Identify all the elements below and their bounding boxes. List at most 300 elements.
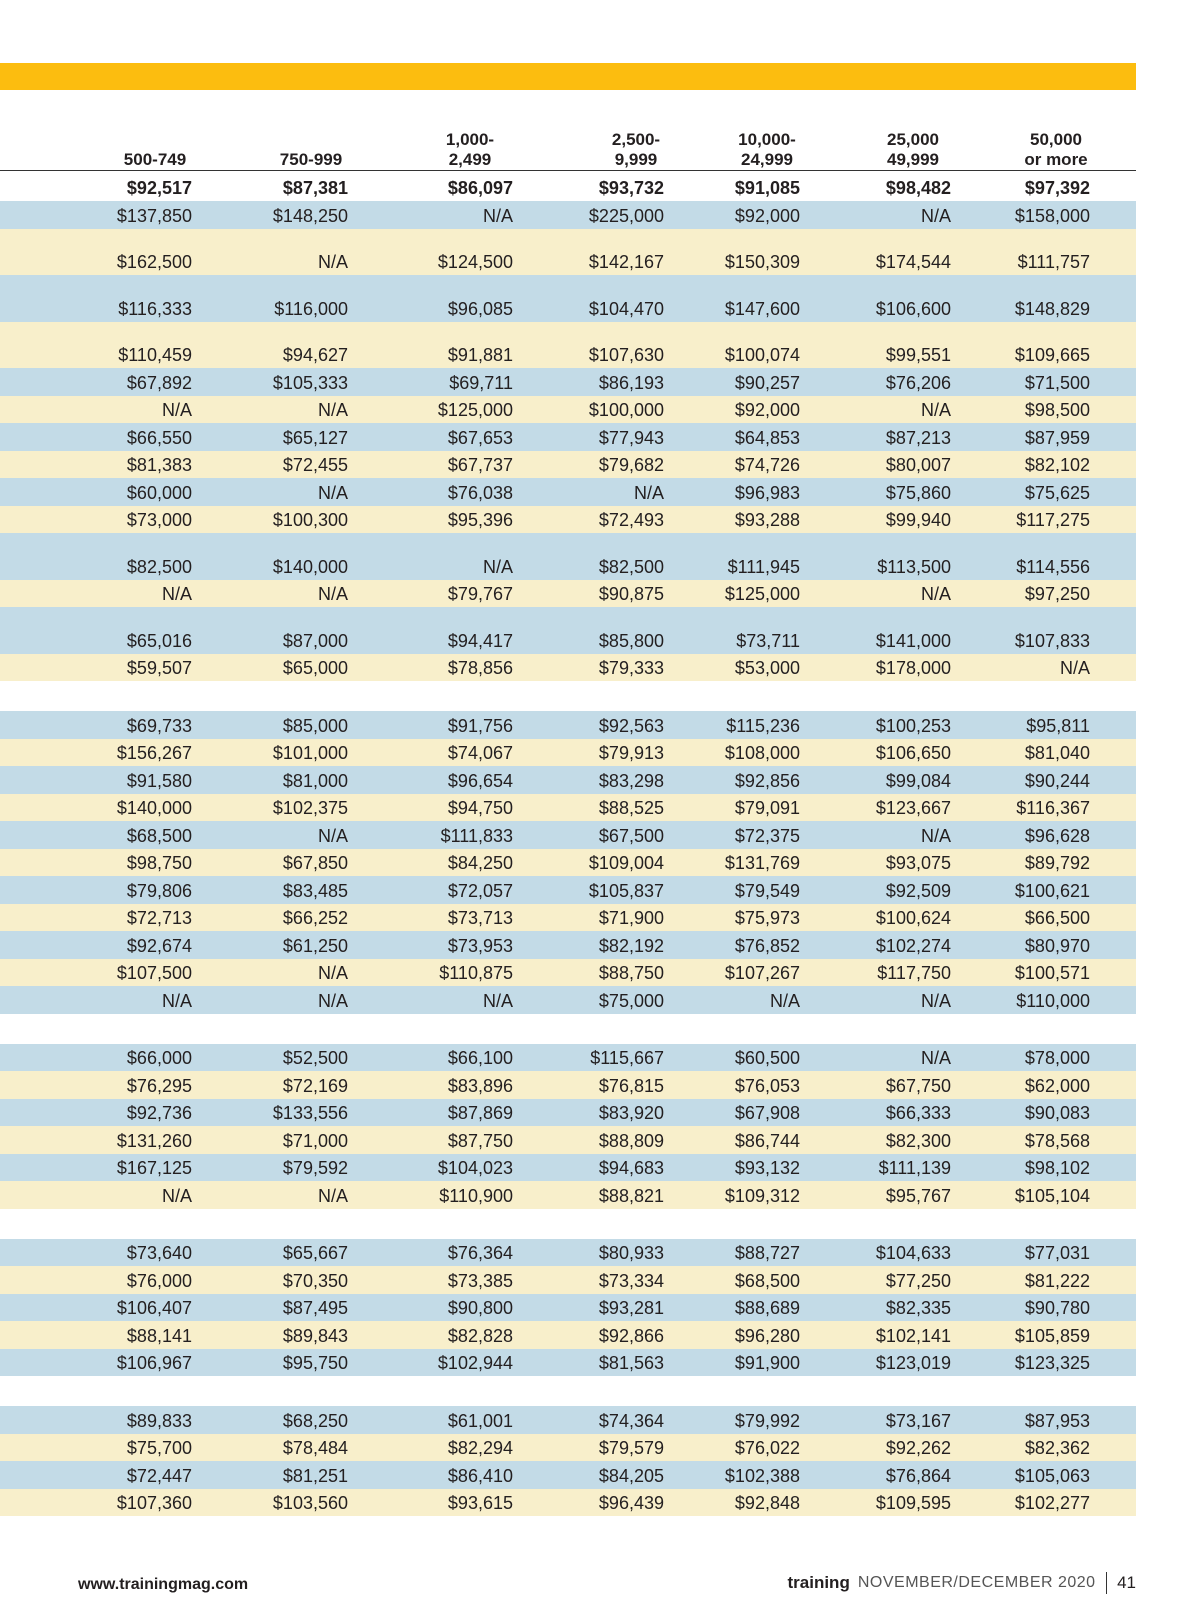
table-cell: $91,580 [126,770,192,791]
table-cell: $150,309 [724,252,800,272]
table-cell: $61,001 [447,1410,513,1431]
table-cell: $111,139 [878,1158,951,1178]
table-cell: $69,733 [126,715,192,736]
table-cell: $73,711 [736,630,800,651]
table-cell: $75,000 [598,990,664,1011]
table-cell: N/A [161,400,192,420]
table-cell: $62,000 [1024,1075,1090,1096]
footer-issue-info [788,1572,1137,1594]
table-cell: $92,736 [126,1103,192,1123]
table-row [0,451,1136,479]
column-header-line1: 10,000- [738,130,796,149]
table-cell: $73,000 [126,510,192,530]
table-cell: $66,550 [126,427,192,448]
table-cell: $98,750 [126,853,192,873]
table-cell: $72,493 [598,510,664,530]
table-cell: $101,000 [272,743,348,763]
table-cell: $67,500 [598,825,664,846]
column-header [697,128,837,170]
table-cell: $90,257 [734,372,800,393]
table-cell: $73,334 [598,1270,664,1291]
table-cell: N/A [161,584,192,604]
table-cell: $67,850 [282,853,348,873]
table-row [0,1406,1136,1434]
table-cell: $66,100 [447,1048,513,1068]
table-cell: $91,881 [447,345,513,365]
table-row [0,654,1136,682]
table-cell: $81,563 [598,1353,664,1373]
table-cell: $107,360 [116,1493,192,1513]
table-cell: $96,439 [598,1493,664,1513]
table-cell: $97,392 [1024,178,1090,198]
table-cell: $92,000 [734,205,800,226]
table-row [0,849,1136,877]
table-cell: $76,053 [734,1075,800,1096]
table-cell: N/A [633,482,664,503]
table-cell: $86,193 [598,372,664,393]
table-cell: $92,856 [734,770,800,791]
column-header-line2: 9,999 [614,150,658,169]
table-cell: $80,970 [1024,935,1090,956]
table-row [0,322,1136,369]
table-cell: $108,000 [724,743,800,763]
table-cell: $76,864 [885,1465,951,1486]
column-header-line2: or more [1024,150,1088,169]
table-cell: $82,102 [1024,455,1090,475]
table-cell: $102,388 [724,1465,800,1486]
table-cell: $79,333 [598,658,664,678]
table-cell: $71,500 [1024,372,1090,393]
table-cell: $115,236 [726,715,800,736]
table-cell: $140,000 [272,556,348,577]
table-cell: $94,417 [447,630,513,651]
column-header-line1: 50,000 [1030,130,1082,149]
table-cell: N/A [161,990,192,1011]
table-cell: $72,057 [447,880,513,901]
table-cell: $123,667 [875,798,951,818]
table-cell: $66,333 [885,1103,951,1123]
table-cell: $60,000 [126,482,192,503]
column-header-line1: 2,500- [611,130,661,149]
table-row [0,1154,1136,1182]
table-cell: N/A [482,556,513,577]
table-row [0,1294,1136,1322]
table-cell: $66,500 [1024,908,1090,928]
table-cell: $99,551 [885,345,951,365]
column-header-line2: 500-749 [123,150,187,169]
table-row [0,1461,1136,1489]
table-cell: $100,253 [875,715,951,736]
table-cell: $65,000 [282,658,348,678]
table-cell: $82,828 [447,1325,513,1346]
column-header-line2: 750-999 [279,150,343,169]
section-gap [0,1014,1136,1044]
table-cell: N/A [161,1185,192,1206]
table-row [0,711,1136,739]
table-cell: $65,667 [282,1243,348,1263]
table-cell: $92,000 [734,400,800,420]
table-cell: $93,732 [598,178,664,198]
table-cell: $75,973 [734,908,800,928]
table-cell: $91,085 [734,178,800,198]
table-cell: $105,333 [272,372,348,393]
table-cell: N/A [482,990,513,1011]
table-cell: $93,288 [734,510,800,530]
table-cell: $109,312 [724,1185,800,1206]
table-cell: $88,727 [734,1243,800,1263]
table-cell: $102,375 [272,798,348,818]
table-cell: $72,455 [282,455,348,475]
table-cell: $80,007 [885,455,951,475]
table-cell: $76,852 [734,935,800,956]
table-cell: $74,726 [734,455,800,475]
table-cell: N/A [920,205,951,226]
table-cell: $105,837 [588,880,664,901]
table-row [0,533,1136,580]
table-cell: $125,000 [724,584,800,604]
table-cell: $92,674 [126,935,192,956]
table-cell: $67,737 [447,455,513,475]
table-cell: $81,383 [126,455,192,475]
table-cell: $76,206 [885,372,951,393]
table-cell: $156,267 [116,743,192,763]
table-cell: $123,019 [875,1353,951,1373]
table-cell: $84,205 [598,1465,664,1486]
table-row [0,1266,1136,1294]
table-cell: $90,244 [1024,770,1090,791]
table-cell: $106,967 [116,1353,192,1373]
column-header-line1: 25,000 [887,130,939,149]
table-cell: $74,067 [447,743,513,763]
table-cell: $104,023 [437,1158,513,1178]
table-cell: $87,000 [282,630,348,651]
table-cell: $111,833 [440,825,513,846]
table-cell: $89,843 [282,1325,348,1346]
table-cell: $53,000 [734,658,800,678]
table-cell: N/A [920,825,951,846]
table-cell: $76,364 [447,1243,513,1263]
table-cell: $109,595 [875,1493,951,1513]
table-cell: $92,262 [885,1438,951,1458]
table-cell: $81,040 [1024,743,1090,763]
table-cell: $141,000 [875,630,951,651]
table-cell: $65,016 [126,630,192,651]
table-cell: $65,127 [282,427,348,448]
column-header-line2: 24,999 [741,150,793,169]
table-cell: $102,944 [437,1353,513,1373]
table-cell: $162,500 [116,252,192,272]
table-cell: $67,653 [447,427,513,448]
table-cell: $66,252 [282,908,348,928]
column-header [843,128,983,170]
table-cell: $79,579 [598,1438,664,1458]
table-cell: $73,953 [447,935,513,956]
table-row [0,229,1136,276]
table-cell: N/A [317,963,348,983]
table-cell: $78,000 [1024,1048,1090,1068]
table-cell: N/A [920,584,951,604]
table-cell: $99,940 [885,510,951,530]
table-cell: $73,713 [447,908,513,928]
table-cell: $66,000 [126,1048,192,1068]
table-row [0,1181,1136,1209]
table-cell: N/A [317,400,348,420]
table-cell: $88,141 [126,1325,192,1346]
table-cell: $67,750 [885,1075,951,1096]
footer-divider [1106,1572,1108,1594]
table-cell: $117,275 [1016,510,1090,530]
table-cell: $147,600 [724,298,800,319]
table-cell: $93,132 [734,1158,800,1178]
table-cell: $109,665 [1014,345,1090,365]
table-cell: $73,167 [885,1410,951,1431]
table-cell: $87,213 [885,427,951,448]
table-cell: $110,875 [439,963,513,983]
table-cell: $82,500 [598,556,664,577]
column-header-line2: 49,999 [887,150,939,169]
table-row [0,1239,1136,1267]
table-cell: $167,125 [116,1158,192,1178]
table-cell: $92,563 [598,715,664,736]
table-cell: N/A [920,1048,951,1068]
table-cell: $88,525 [598,798,664,818]
table-cell: $110,900 [439,1185,513,1206]
table-row [0,1071,1136,1099]
table-cell: $137,850 [116,205,192,226]
table-cell: $95,396 [447,510,513,530]
table-cell: $100,624 [875,908,951,928]
table-cell: $96,280 [734,1325,800,1346]
table-cell: $98,482 [885,178,951,198]
table-row [0,1434,1136,1462]
table-cell: N/A [317,584,348,604]
table-cell: $79,992 [734,1410,800,1431]
table-cell: N/A [317,1185,348,1206]
table-cell: $96,628 [1024,825,1090,846]
table-cell: $83,896 [447,1075,513,1096]
table-cell: $107,630 [588,345,664,365]
table-cell: N/A [317,482,348,503]
table-cell: $87,495 [282,1298,348,1318]
table-cell: $76,295 [126,1075,192,1096]
table-row [0,396,1136,424]
table-cell: $87,959 [1024,427,1090,448]
table-row [0,876,1136,904]
table-cell: $76,038 [447,482,513,503]
table-cell: $96,654 [447,770,513,791]
table-cell: $61,250 [282,935,348,956]
table-cell: $84,250 [447,853,513,873]
section-gap [0,1209,1136,1239]
section-gap [0,681,1136,711]
footer-issue: NOVEMBER/DECEMBER 2020 [857,1574,1096,1591]
table-cell: $88,809 [598,1130,664,1151]
table-cell: $131,260 [116,1130,192,1151]
table-cell: $107,267 [724,963,800,983]
table-cell: $71,000 [282,1130,348,1151]
table-cell: $89,792 [1024,853,1090,873]
table-cell: $95,811 [1026,715,1090,736]
table-cell: $100,300 [272,510,348,530]
table-cell: $117,750 [877,963,951,983]
table-cell: $78,484 [282,1438,348,1458]
table-cell: $78,856 [447,658,513,678]
table-cell: $104,633 [875,1243,951,1263]
table-cell: $82,300 [885,1130,951,1151]
table-cell: $140,000 [116,798,192,818]
page-number: 41 [1117,1573,1136,1592]
table-cell: $78,568 [1024,1130,1090,1151]
table-row [0,821,1136,849]
table-cell: $75,700 [126,1438,192,1458]
table-cell: $95,767 [885,1185,951,1206]
table-cell: $133,556 [272,1103,348,1123]
table-cell: $52,500 [282,1048,348,1068]
table-cell: $111,757 [1017,252,1090,272]
table-cell: $79,767 [447,584,513,604]
table-cell: $72,375 [734,825,800,846]
table-cell: $87,750 [447,1130,513,1151]
table-cell: $102,274 [875,935,951,956]
table-cell: $90,800 [447,1298,513,1318]
table-cell: $105,063 [1014,1465,1090,1486]
table-cell: $116,333 [118,298,192,319]
table-cell: $79,913 [598,743,664,763]
table-cell: $91,900 [734,1353,800,1373]
table-cell: $100,571 [1014,963,1090,983]
table-cell: $110,000 [1016,990,1090,1011]
footer-brand: training [787,1573,850,1592]
table-cell: $79,682 [598,455,664,475]
table-cell: $80,933 [598,1243,664,1263]
table-cell: $100,074 [724,345,800,365]
table-cell: $71,900 [598,908,664,928]
table-cell: $76,815 [598,1075,664,1096]
table-cell: $111,945 [727,556,800,577]
table-row [0,1126,1136,1154]
table-cell: N/A [920,400,951,420]
table-cell: $96,983 [734,482,800,503]
table-cell: $100,000 [588,400,664,420]
table-cell: $99,084 [885,770,951,791]
table-cell: $81,000 [282,770,348,791]
table-cell: $82,500 [126,556,192,577]
table-cell: $79,091 [734,798,800,818]
table-cell: $174,544 [875,252,951,272]
column-header-line2: 2,499 [448,150,492,169]
table-cell: $158,000 [1014,205,1090,226]
table-cell: $103,560 [272,1493,348,1513]
table-cell: $76,000 [126,1270,192,1291]
table-row [0,986,1136,1014]
table-cell: $91,756 [447,715,513,736]
table-cell: $102,277 [1014,1493,1090,1513]
table-cell: $88,750 [598,963,664,983]
table-cell: $109,004 [588,853,664,873]
table-cell: $94,683 [598,1158,664,1178]
table-cell: $110,459 [118,345,192,365]
table-cell: $116,367 [1016,798,1090,818]
top-accent-bar [0,63,1136,90]
table-cell: $81,222 [1024,1270,1090,1291]
table-cell: $72,447 [126,1465,192,1486]
table-cell: $88,821 [598,1185,664,1206]
table-cell: $68,500 [126,825,192,846]
table-cell: N/A [317,825,348,846]
table-cell: $142,167 [588,252,664,272]
table-cell: $79,592 [282,1158,348,1178]
table-cell: $69,711 [449,372,513,393]
table-cell: $94,750 [447,798,513,818]
table-cell: $107,833 [1014,630,1090,651]
table-cell: N/A [1059,658,1090,678]
table-cell: $77,943 [598,427,664,448]
table-row [0,794,1136,822]
table-cell: $102,141 [875,1325,951,1346]
table-cell: $131,769 [724,853,800,873]
section-gap [0,1376,1136,1406]
table-cell: $148,250 [272,205,348,226]
table-row [0,1489,1136,1517]
table-cell: $87,381 [282,178,348,198]
table-cell: $73,385 [447,1270,513,1291]
table-cell: $93,281 [598,1298,664,1318]
table-row [0,931,1136,959]
table-cell: $87,953 [1024,1410,1090,1431]
column-header [85,128,225,170]
table-cell: $82,192 [598,935,664,956]
table-cell: N/A [769,990,800,1011]
table-cell: $178,000 [875,658,951,678]
table-cell: $72,169 [282,1075,348,1096]
table-cell: $92,517 [126,178,192,198]
table-cell: $64,853 [734,427,800,448]
table-cell: $225,000 [588,205,664,226]
table-cell: $93,615 [447,1493,513,1513]
table-cell: $113,500 [877,556,951,577]
table-cell: $79,549 [734,880,800,901]
table-cell: $85,800 [598,630,664,651]
table-cell: $82,294 [447,1438,513,1458]
table-cell: $114,556 [1016,556,1090,577]
table-row [0,1099,1136,1127]
table-cell: $70,350 [282,1270,348,1291]
table-cell: $116,000 [274,298,348,319]
table-cell: $105,859 [1014,1325,1090,1346]
table-cell: $68,250 [282,1410,348,1431]
column-header [986,128,1126,170]
table-cell: N/A [482,205,513,226]
table-cell: $79,806 [126,880,192,901]
table-cell: $60,500 [734,1048,800,1068]
table-cell: $148,829 [1014,298,1090,319]
table-cell: $75,860 [885,482,951,503]
table-row [0,506,1136,534]
average-row [0,175,1136,201]
table-cell: $77,031 [1024,1243,1090,1263]
footer-website: www.trainingmag.com [78,1576,249,1593]
table-cell: $106,650 [875,743,951,763]
column-header-line1: 1,000- [445,130,495,149]
table-cell: N/A [317,252,348,272]
table-cell: $86,744 [734,1130,800,1151]
table-cell: $77,250 [885,1270,951,1291]
table-cell: $83,298 [598,770,664,791]
table-cell: $98,102 [1024,1158,1090,1178]
table-cell: $90,083 [1024,1103,1090,1123]
table-cell: $86,097 [447,178,513,198]
table-cell: $125,000 [437,400,513,420]
